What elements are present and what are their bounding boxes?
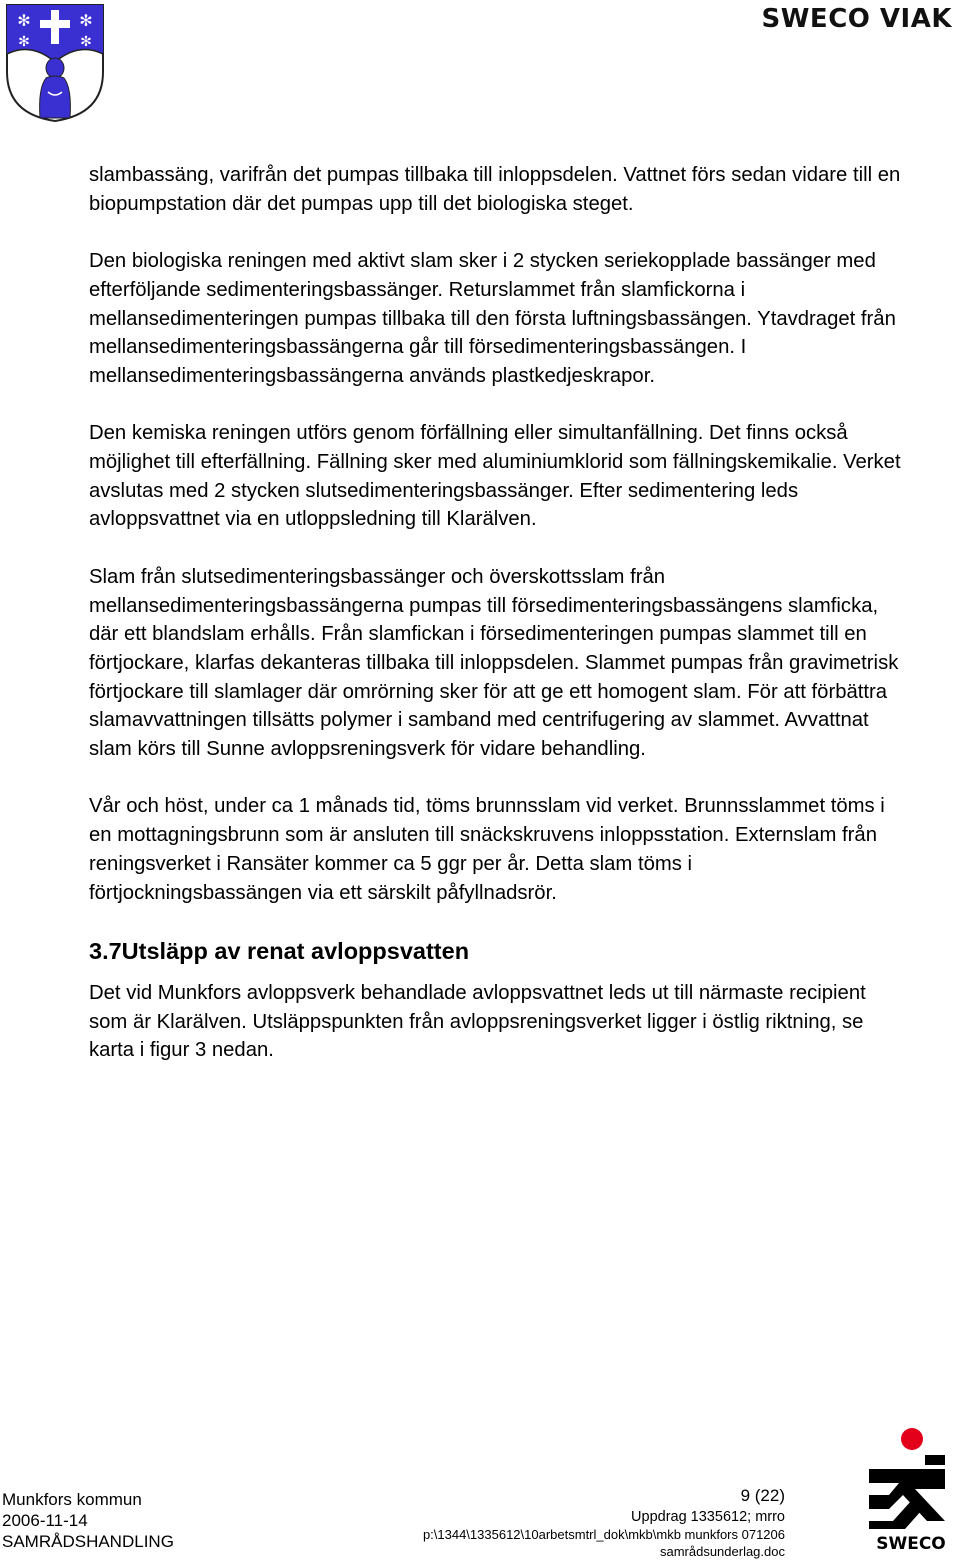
sweco-viak-logo: SWECO VIAK (761, 4, 952, 34)
svg-text:✻: ✻ (79, 11, 93, 30)
paragraph-3: Den kemiska reningen utförs genom förfällning eller simultanfällning. Det finns också möjlighet till efterfällning. Fällning sker med aluminiumklorid som fällningskemikalie. Verket avslutas med 2 stycken slutsedimenteringsbassänger. Efter sedimentering leds avloppsvattnet via en utloppsledning till Klarälven. (89, 422, 901, 531)
footer-org: Munkfors kommun (2, 1490, 142, 1509)
svg-text:✻: ✻ (17, 11, 31, 30)
footer-left (2, 1489, 174, 1552)
document-body (89, 161, 909, 1094)
footer-assignment: Uppdrag 1335612; mrro (631, 1509, 785, 1525)
footer-path: p:\1344\1335612\10arbetsmtrl_dok\mkb\mkb munkfors 071206 (422, 1527, 785, 1542)
paragraph-2: Den biologiska reningen med aktivt slam sker i 2 stycken seriekopplade bassänger med efterföljande sedimenteringsbassänger. Returslammet från slamfickorna i mellansedimenteringen pumpas tillbaka till den första luftningsbassängen. Ytavdraget från mellansedimenteringsbassängerna går till försedimenteringsbassängen. I mellansedimenteringsbassängerna används plastkedjeskrapor. (89, 250, 896, 387)
svg-text:✻: ✻ (18, 34, 30, 50)
sweco-logo (865, 1425, 957, 1555)
footer-filename: samrådsunderlag.doc (659, 1544, 785, 1559)
page-number: 9 (22) (740, 1486, 785, 1505)
paragraph-6: Det vid Munkfors avloppsverk behandlade avloppsvattnet leds ut till närmaste recipient som är Klarälven. Utsläppspunkten från avloppsreningsverket ligger i östlig riktning, se karta i figur 3 nedan. (89, 981, 866, 1062)
footer-date: 2006-11-14 (2, 1511, 88, 1530)
footer-right (423, 1509, 785, 1560)
sweco-logo-text: SWECO (876, 1534, 946, 1554)
paragraph-1: slambassäng, varifrån det pumpas tillbaka till inloppsdelen. Vattnet förs sedan vidare till en biopumpstation där det pumpas upp till det biologiska steget. (89, 164, 901, 215)
svg-text:✻: ✻ (80, 34, 92, 50)
coat-of-arms-logo (4, 2, 106, 124)
section-heading: 3.7Utsläpp av renat avloppsvatten (89, 937, 470, 964)
footer-doc-type: SAMRÅDSHANDLING (2, 1532, 174, 1551)
paragraph-5: Vår och höst, under ca 1 månads tid, töms brunnsslam vid verket. Brunnsslammet töms i en mottagningsbrunn som är ansluten till snäckskruvens inloppsstation. Externslam från reningsverket i Ransäter kommer ca 5 ggr per år. Detta slam töms i förtjockningsbassängen via ett särskilt påfyllnadsrör. (89, 795, 885, 904)
paragraph-4: Slam från slutsedimenteringsbassänger och överskottsslam från mellansedimenteringsbassängerna pumpas till försedimenteringsbassängens slamficka, där ett blandslam erhålls. Från slamfickan i försedimenteringen pumpas slammet till en förtjockare, klarfas dekanteras tillbaka till inloppsdelen. Slammet pumpas från gravimetrisk förtjockare till slamlager där omrörning sker för att ge ett homogent slam. För att förbättra slamavvattningen tillsätts polymer i samband med centrifugering av slammet. Avvattnat slam körs till Sunne avloppsreningsverk för vidare behandling. (89, 565, 899, 761)
